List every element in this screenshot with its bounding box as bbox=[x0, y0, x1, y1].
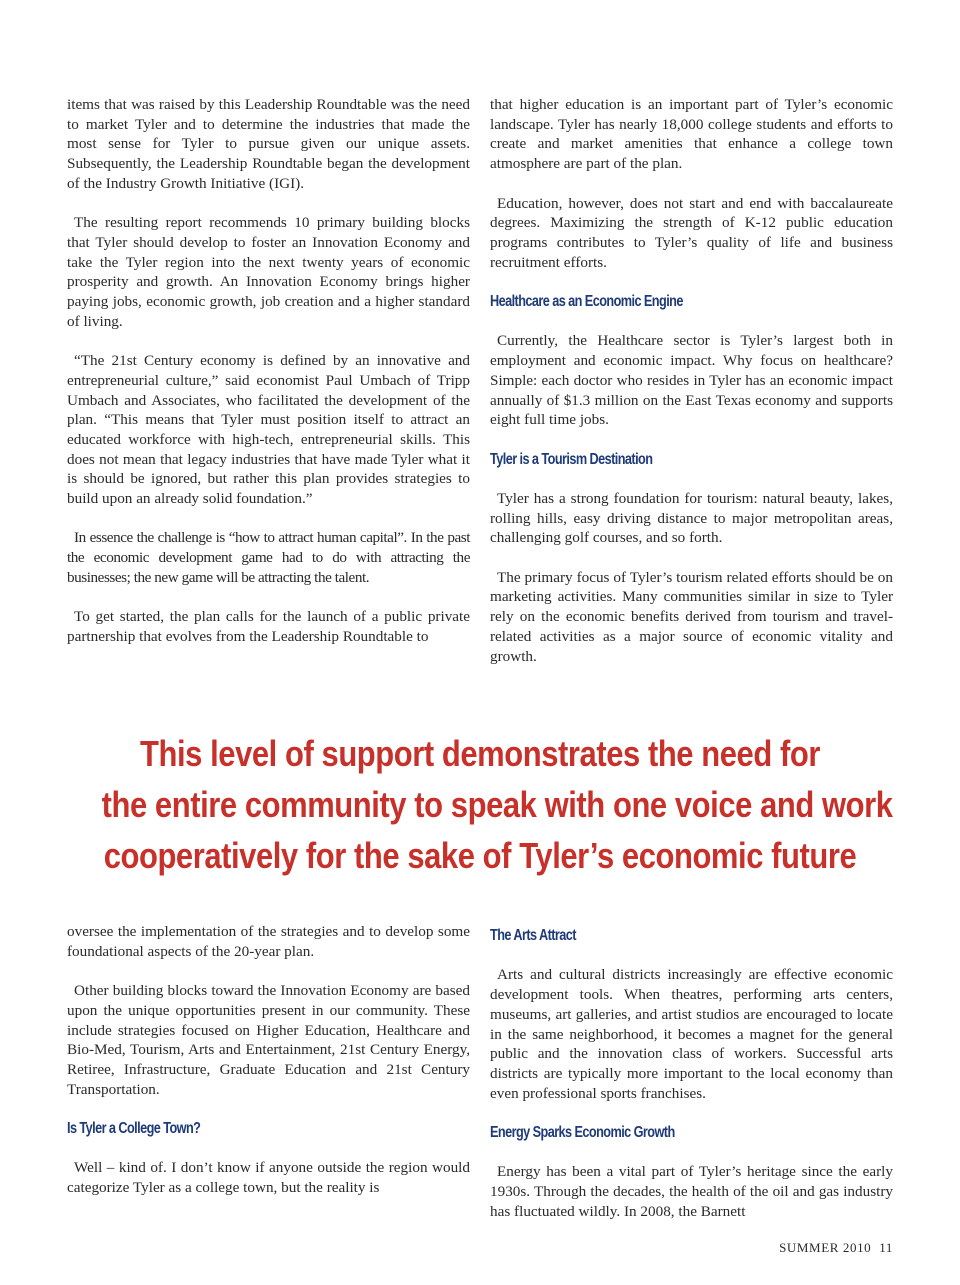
paragraph: The resulting report recommends 10 primary building blocks that Tyler should develop to foster an Innovation Economy and take the Tyler region into the next twenty years of economic prosperity and growth. An Innovation Economy brings higher paying jobs, economic growth, job creation and a higher standard of living. bbox=[67, 214, 470, 330]
paragraph: oversee the implementation of the strategies and to develop some foundational aspects of the 20-year plan. bbox=[67, 923, 470, 960]
arts-heading: The Arts Attract bbox=[490, 927, 576, 944]
pull-quote bbox=[40, 728, 920, 881]
paragraph: Education, however, does not start and end with baccalaureate degrees. Maximizing the strength of K-12 public education programs contributes to Tyler’s quality of life and business recruitment efforts. bbox=[490, 194, 893, 271]
healthcare-heading: Healthcare as an Economic Engine bbox=[490, 293, 683, 310]
tourism-heading: Tyler is a Tourism Destination bbox=[490, 450, 653, 468]
paragraph: Other building blocks toward the Innovation Economy are based upon the unique opportunities present in our community. These include strategies focused on Higher Education, Healthcare and Bio-Med, Tourism, Arts and Entertainment, 21st Century Energy, Retiree, Infrastructure, Graduate Education and 21st Century Transportation. bbox=[67, 982, 470, 1098]
column-3 bbox=[67, 922, 470, 1198]
pull-quote-line: cooperatively for the sake of Tyler’s economic future bbox=[103, 835, 857, 876]
paragraph: Arts and cultural districts increasingly are effective economic development tools. When theatres, performing arts centers, museums, art galleries, and artist studios are encouraged to locate in the same neighborhood, it becomes a magnet for the general public and the innovation class of workers. Successful arts districts are typically more important to the local economy than even professional sports franchises. bbox=[490, 966, 893, 1102]
pull-quote-line: the entire community to speak with one voice and work bbox=[101, 784, 893, 825]
pull-quote-line: This level of support demonstrates the need for bbox=[140, 733, 820, 774]
paragraph: The primary focus of Tyler’s tourism related efforts should be on marketing activities. Many communities similar in size to Tyler rely on the economic benefits derived from tourism and travel-related activities as a major source of economic vitality and growth. bbox=[490, 568, 893, 665]
paragraph: In essence the challenge is “how to attract human capital”. In the past the economic development game had to do with attracting the businesses; the new game will be attracting the talent. bbox=[67, 529, 470, 586]
paragraph: Tyler has a strong foundation for tourism: natural beauty, lakes, rolling hills, easy driving distance to major metropolitan areas, challenging golf courses, and so forth. bbox=[490, 489, 893, 547]
paragraph: Energy has been a vital part of Tyler’s heritage since the early 1930s. Through the decades, the health of the oil and gas industry has fluctuated wildly. In 2008, the Barnett bbox=[490, 1163, 893, 1220]
issue-label: SUMMER 2010 bbox=[779, 1240, 872, 1255]
paragraph: Well – kind of. I don’t know if anyone outside the region would categorize Tyler as a college town, but the reality is bbox=[67, 1159, 470, 1197]
paragraph: To get started, the plan calls for the launch of a public private partnership that evolves from the Leadership Roundtable to bbox=[67, 608, 470, 645]
college-town-heading: Is Tyler a College Town? bbox=[67, 1120, 201, 1137]
paragraph: Currently, the Healthcare sector is Tyler’s largest both in employment and economic impact. Why focus on healthcare? Simple: each doctor who resides in Tyler has an economic impact annually of $1.3 million on the East Texas economy and supports eight full time jobs. bbox=[490, 332, 893, 429]
paragraph: that higher education is an important part of Tyler’s economic landscape. Tyler has nearly 18,000 college students and efforts to create and market amenities that enhance a college town atmosphere are part of the plan. bbox=[490, 96, 893, 173]
column-1 bbox=[67, 95, 470, 647]
page-folio bbox=[779, 1240, 893, 1256]
column-2 bbox=[490, 95, 893, 666]
energy-heading: Energy Sparks Economic Growth bbox=[490, 1124, 675, 1141]
column-4 bbox=[490, 926, 893, 1222]
paragraph: “The 21st Century economy is defined by an innovative and entrepreneurial culture,” said economist Paul Umbach of Tripp Umbach and Associates, who facilitated the development of the plan. “This means that Tyler must position itself to attract an educated workforce with high-tech, entrepreneurial skills. This does not mean that legacy industries that have made Tyler what it is should be ignored, but rather this plan provides strategies to build upon an already solid foundation.” bbox=[67, 352, 470, 508]
paragraph: items that was raised by this Leadership Roundtable was the need to market Tyler and to determine the industries that made the most sense for Tyler to pursue given our unique assets. Subsequently, the Leadership Roundtable began the development of the Industry Growth Initiative (IGI). bbox=[67, 96, 470, 192]
page-number: 11 bbox=[879, 1240, 893, 1255]
